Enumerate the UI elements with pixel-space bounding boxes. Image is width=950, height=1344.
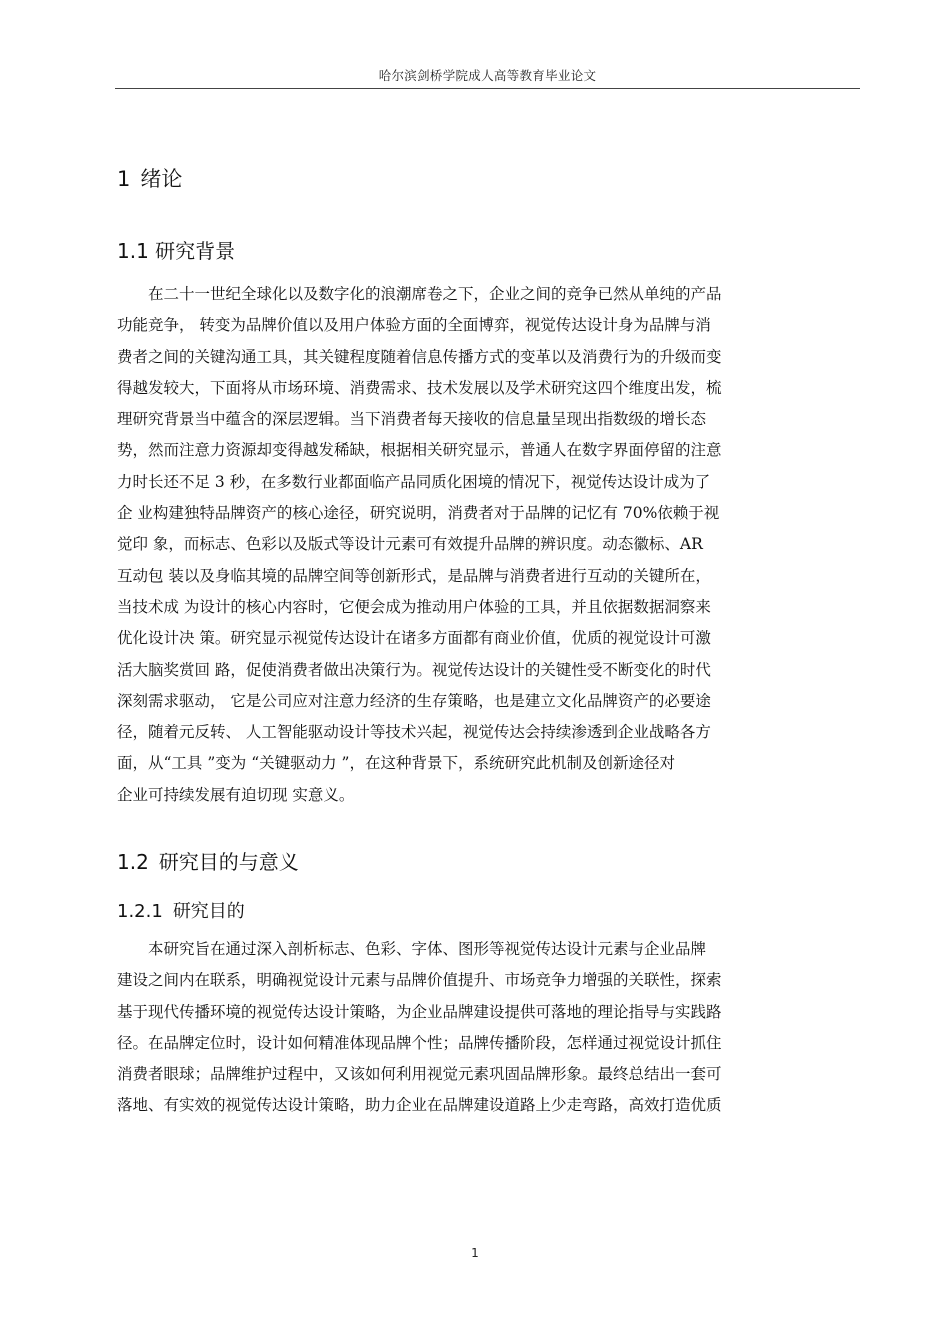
- paragraph-line: 径，随着元反转、 人工智能驱动设计等技术兴起，视觉传达会持续渗透到企业战略各方: [117, 723, 711, 742]
- section-1-2-1-heading: [117, 897, 245, 923]
- section-1-2-1-number: 1.2.1: [117, 901, 163, 922]
- paragraph-line: 本研究旨在通过深入剖析标志、色彩、字体、图形等视觉传达设计元素与企业品牌: [117, 940, 707, 958]
- section-1-2-title: 研究目的与意义: [158, 850, 299, 874]
- paragraph-line: 功能竞争， 转变为品牌价值以及用户体验方面的全面博弈，视觉传达设计身为品牌与消: [117, 316, 711, 335]
- paragraph-line: 优化设计决 策。研究显示视觉传达设计在诸多方面都有商业价值，优质的视觉设计可激: [117, 629, 711, 648]
- section-1-2-1-paragraph: [117, 934, 862, 1122]
- paragraph-line: 落地、有实效的视觉传达设计策略，助力企业在品牌建设道路上少走弯路，高效打造优质: [117, 1096, 722, 1115]
- paragraph-line: 势，然而注意力资源却变得越发稀缺，根据相关研究显示，普通人在数字界面停留的注意: [117, 441, 722, 460]
- paragraph-line: 面，从“工具 ”变为 “关键驱动力 ”，在这种背景下，系统研究此机制及创新途径对: [117, 754, 675, 773]
- section-1-1-paragraph: [117, 279, 862, 811]
- paragraph-line: 深刻需求驱动， 它是公司应对注意力经济的生存策略，也是建立文化品牌资产的必要途: [117, 691, 711, 710]
- header-rule: [115, 88, 860, 89]
- paragraph-line: 当技术成 为设计的核心内容时，它便会成为推动用户体验的工具，并且依据数据洞察来: [117, 597, 711, 616]
- page-number: 1: [471, 1246, 479, 1260]
- section-1-2-1-title: 研究目的: [172, 901, 245, 922]
- section-1-2-heading: [117, 846, 299, 875]
- paragraph-line: 建设之间内在联系，明确视觉设计元素与品牌价值提升、市场竞争力增强的关联性，探索: [117, 971, 722, 990]
- paragraph-line: 活大脑奖赏回 路，促使消费者做出决策行为。视觉传达设计的关键性受不断变化的时代: [117, 660, 711, 679]
- paragraph-line: 互动包 装以及身临其境的品牌空间等创新形式，是品牌与消费者进行互动的关键所在，: [117, 566, 711, 585]
- paragraph-line: 基于现代传播环境的视觉传达设计策略，为企业品牌建设提供可落地的理论指导与实践路: [117, 1002, 722, 1021]
- paragraph-line: 力时长还不足 3 秒，在多数行业都面临产品同质化困境的情况下，视觉传达设计成为了: [117, 472, 711, 491]
- chapter-number: 1: [117, 167, 131, 191]
- section-1-2-number: 1.2: [117, 850, 149, 874]
- paragraph-line: 企业可持续发展有迫切现 实意义。: [117, 785, 355, 804]
- paragraph-line: 理研究背景当中蕴含的深层逻辑。当下消费者每天接收的信息量呈现出指数级的增长态: [117, 410, 707, 429]
- paragraph-line: 消费者眼球；品牌维护过程中，又该如何利用视觉元素巩固品牌形象。最终总结出一套可: [117, 1065, 722, 1084]
- running-header: 哈尔滨剑桥学院成人高等教育毕业论文: [378, 68, 597, 83]
- chapter-heading: [117, 163, 182, 193]
- paragraph-line: 得越发较大，下面将从市场环境、消费需求、技术发展以及学术研究这四个维度出发，梳: [117, 378, 722, 397]
- section-1-1-heading: 1.1 研究背景: [117, 239, 236, 263]
- paragraph-line: 费者之间的关键沟通工具，其关键程度随着信息传播方式的变革以及消费行为的升级而变: [117, 347, 722, 366]
- chapter-title: 绪论: [140, 167, 183, 191]
- paragraph-line: 径。在品牌定位时，设计如何精准体现品牌个性；品牌传播阶段，怎样通过视觉设计抓住: [117, 1033, 722, 1052]
- paragraph-line: 觉印 象，而标志、色彩以及版式等设计元素可有效提升品牌的辨识度。动态徽标、AR: [117, 535, 703, 554]
- paragraph-line: 企 业构建独特品牌资产的核心途径，研究说明，消费者对于品牌的记忆有 70%依赖于视: [117, 504, 720, 523]
- paragraph-line: 在二十一世纪全球化以及数字化的浪潮席卷之下，企业之间的竞争已然从单纯的产品: [117, 285, 722, 303]
